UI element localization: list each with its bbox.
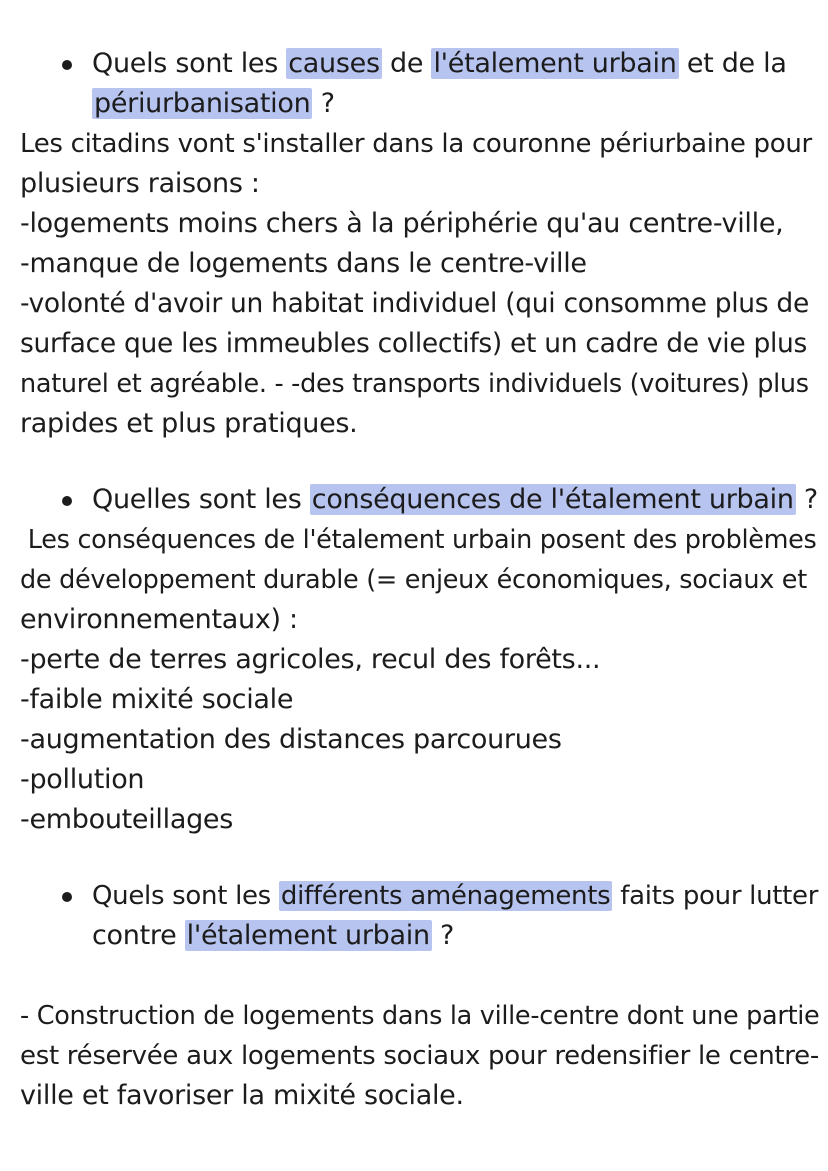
question-line xyxy=(20,480,820,520)
paragraph-line: est réservée aux logements sociaux pour redensifier le centre- xyxy=(20,1041,819,1071)
list-item: -pollution xyxy=(20,764,145,795)
question-text: ? xyxy=(312,88,335,119)
highlight-periurbanisation: périurbanisation xyxy=(94,88,311,119)
list-item: -augmentation des distances parcourues xyxy=(20,724,562,755)
highlight-etalement-urbain: l'étalement urbain xyxy=(186,920,430,951)
question-text: contre xyxy=(92,920,185,951)
paragraph-line: Les citadins vont s'installer dans la couronne périurbaine pour xyxy=(20,129,812,159)
list-item: -logements moins chers à la périphérie qu'au centre-ville, xyxy=(20,208,784,239)
question-text: Quels sont les xyxy=(92,48,287,79)
paragraph-line: Les conséquences de l'étalement urbain posent des problèmes xyxy=(20,525,817,555)
bullet-icon xyxy=(62,496,72,506)
question-line xyxy=(20,84,820,124)
list-item: -faible mixité sociale xyxy=(20,684,294,715)
answer-causes xyxy=(20,124,820,444)
question-text: de xyxy=(381,48,432,79)
highlight-consequences: conséquences de l'étalement urbain xyxy=(311,484,794,515)
question-text: ? xyxy=(431,920,455,951)
highlight-amenagements: différents aménagements xyxy=(280,881,611,911)
paragraph-line: - Construction de logements dans la ville-centre dont une partie xyxy=(20,1001,820,1031)
question-text: ? xyxy=(795,484,818,515)
question-line xyxy=(20,44,820,84)
paragraph-line: plusieurs raisons : xyxy=(20,168,260,199)
answer-consequences xyxy=(20,520,820,840)
question-causes xyxy=(20,44,820,124)
paragraph-line: ville et favoriser la mixité sociale. xyxy=(20,1080,464,1111)
question-consequences xyxy=(20,480,820,520)
paragraph-line: surface que les immeubles collectifs) et un cadre de vie plus xyxy=(20,328,808,359)
list-item: -volonté d'avoir un habitat individuel (qui consomme plus de xyxy=(20,288,809,319)
question-line xyxy=(20,876,820,916)
bullet-icon xyxy=(62,60,72,70)
paragraph-line: naturel et agréable. - -des transports individuels (voitures) plus xyxy=(20,369,809,399)
bullet-icon xyxy=(62,892,72,902)
question-text: et de la xyxy=(678,48,787,79)
highlight-causes: causes xyxy=(288,48,380,79)
list-item: -perte de terres agricoles, recul des forêts... xyxy=(20,644,601,675)
question-text: Quels sont les xyxy=(92,881,279,911)
question-amenagements xyxy=(20,876,820,956)
answer-amenagements xyxy=(20,996,820,1116)
question-line xyxy=(20,916,820,956)
question-text: faits pour lutter xyxy=(612,881,819,911)
paragraph-line: de développement durable (= enjeux économiques, sociaux et xyxy=(20,565,807,595)
list-item: -embouteillages xyxy=(20,804,233,835)
question-text: Quelles sont les xyxy=(92,484,310,515)
paragraph-line: rapides et plus pratiques. xyxy=(20,408,358,439)
highlight-etalement-urbain: l'étalement urbain xyxy=(433,48,677,79)
paragraph-line: environnementaux) : xyxy=(20,604,298,635)
list-item: -manque de logements dans le centre-ville xyxy=(20,248,587,279)
